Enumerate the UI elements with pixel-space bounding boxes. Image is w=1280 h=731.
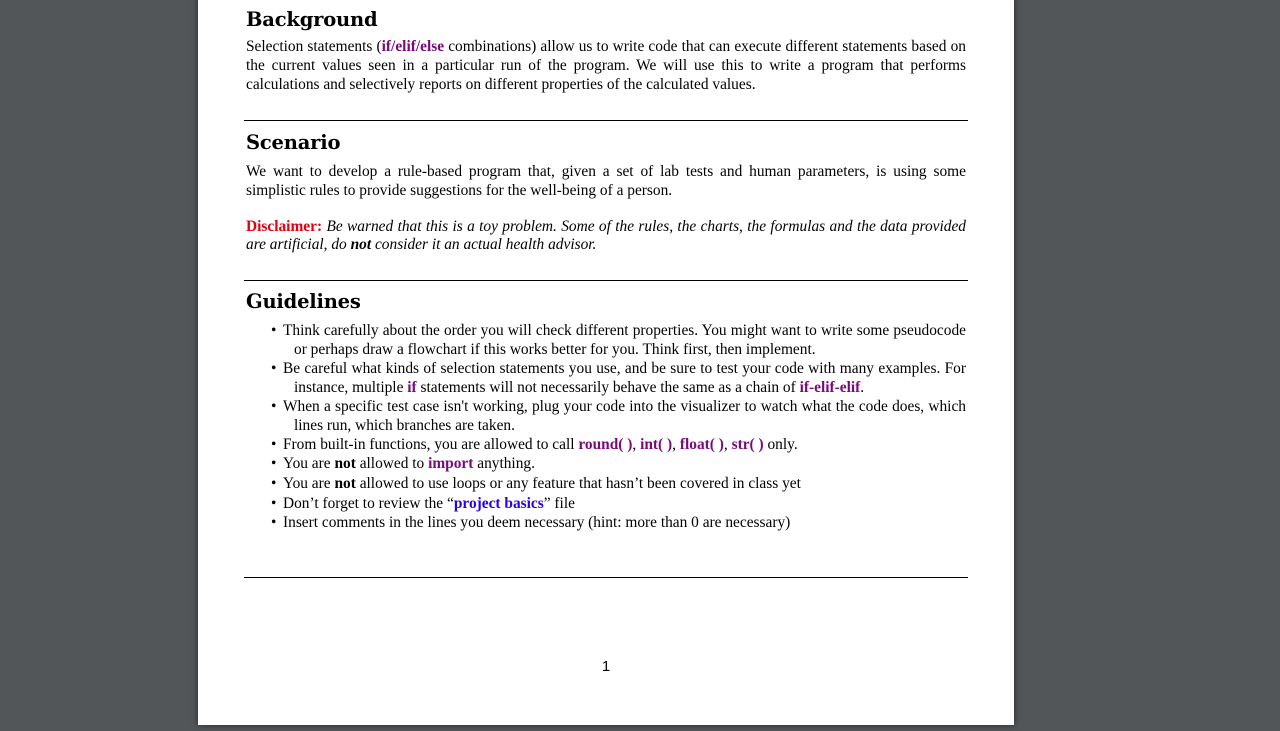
guideline-text: Be careful what kinds of selection statements you use, and be sure to test your code with many examples. For instance, multiple	[283, 360, 966, 396]
disclaimer-text-1: Be warned that this is a toy problem. Some of the rules, the charts, the formulas and the data provided are artificial, do	[246, 218, 966, 253]
guidelines-heading: Guidelines	[246, 290, 361, 313]
round-function: round( )	[578, 436, 633, 453]
guideline-item	[271, 494, 966, 513]
bullet-icon: •	[271, 455, 277, 472]
disclaimer-not: not	[350, 236, 372, 253]
section-divider	[244, 120, 968, 121]
bullet-icon: •	[271, 495, 277, 512]
separator: ,	[672, 436, 680, 453]
bullet-icon: •	[271, 514, 277, 531]
if-keyword: if	[407, 379, 417, 396]
guideline-item	[271, 435, 966, 454]
bullet-icon: •	[271, 322, 277, 339]
guidelines-list	[246, 321, 966, 532]
guideline-item	[271, 474, 966, 493]
str-function: str( )	[731, 436, 764, 453]
separator: ,	[632, 436, 641, 453]
section-divider	[244, 577, 968, 578]
document-page	[198, 0, 1014, 725]
guideline-text: Think carefully about the order you will check different properties. You might want to write some pseudocode or perhaps draw a flowchart if this works better for you. Think first, then implement.	[283, 322, 966, 358]
import-keyword: import	[428, 455, 474, 472]
guidelines-section	[246, 290, 966, 532]
bullet-icon: •	[271, 436, 277, 453]
guideline-text: statements will not necessarily behave the same as a chain of	[416, 379, 800, 396]
scenario-paragraph: We want to develop a rule-based program that, given a set of lab tests and human parameters, is using some simplistic rules to provide suggestions for the well-being of a person.	[246, 163, 966, 199]
separator: ,	[723, 436, 732, 453]
guideline-text: only.	[763, 436, 798, 453]
disclaimer-paragraph	[246, 218, 966, 254]
background-text-1: Selection statements (	[246, 38, 382, 55]
guideline-text: allowed to	[355, 455, 429, 472]
guideline-item	[271, 454, 966, 473]
section-divider	[244, 280, 968, 281]
guideline-item	[271, 359, 966, 397]
guideline-text: Insert comments in the lines you deem necessary (hint: more than 0 are necessary)	[283, 514, 791, 531]
guideline-item	[271, 321, 966, 359]
guideline-text: anything.	[473, 455, 535, 472]
background-section	[246, 8, 966, 94]
guideline-item	[271, 397, 966, 435]
guideline-text: .	[860, 379, 865, 396]
bullet-icon: •	[271, 360, 277, 377]
bullet-icon: •	[271, 475, 277, 492]
not-emphasis: not	[334, 455, 356, 472]
scenario-heading: Scenario	[246, 131, 341, 154]
guideline-item	[271, 513, 966, 532]
if-elif-elif-keyword: if-elif-elif	[799, 379, 861, 396]
guideline-text: You are	[283, 475, 335, 492]
background-heading: Background	[246, 8, 378, 31]
if-elif-else-keyword: if/elif/else	[381, 38, 445, 55]
int-function: int( )	[640, 436, 673, 453]
page-number: 1	[601, 658, 611, 675]
guideline-text: Don’t forget to review the “	[283, 495, 454, 512]
guideline-text: When a specific test case isn't working, plug your code into the visualizer to watch what the code does, which lines run, which branches are taken.	[283, 398, 966, 434]
disclaimer-text-2: consider it an actual health advisor.	[371, 236, 597, 253]
not-emphasis: not	[334, 475, 356, 492]
guideline-text: allowed to use loops or any feature that hasn’t been covered in class yet	[355, 475, 801, 492]
background-paragraph	[246, 37, 966, 94]
guideline-text: You are	[283, 455, 335, 472]
scenario-section	[246, 131, 966, 254]
disclaimer-label: Disclaimer:	[246, 218, 323, 235]
background-text-2: combinations) allow us to write code that can execute different statements based on the current values seen in a particular run of the program. We will use this to write a program that performs calculations and selectively reports on different properties of the calculated values.	[246, 38, 966, 93]
project-basics-link[interactable]: project basics	[453, 495, 544, 512]
guideline-text: From built-in functions, you are allowed to call	[283, 436, 579, 453]
guideline-text: ” file	[543, 495, 575, 512]
bullet-icon: •	[271, 398, 277, 415]
float-function: float( )	[679, 436, 724, 453]
